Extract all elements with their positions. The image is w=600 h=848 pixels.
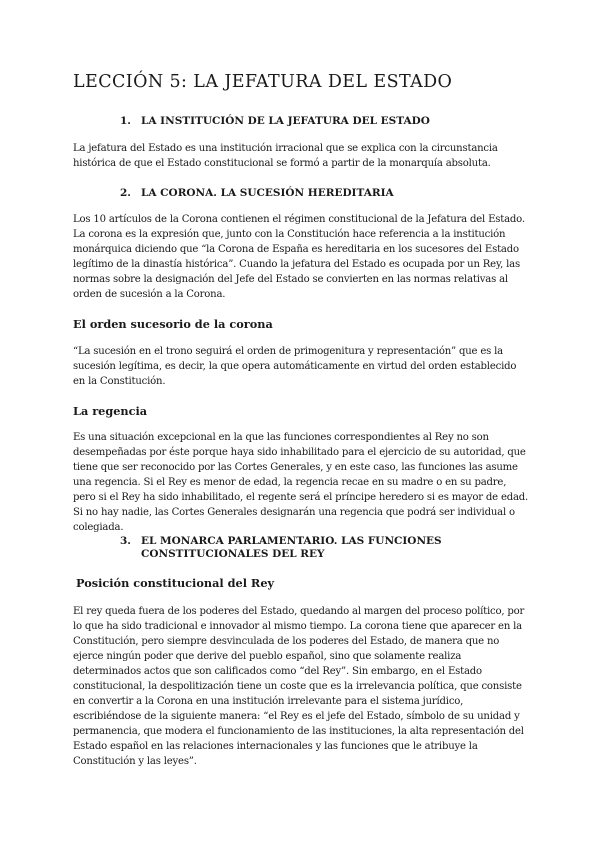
section-2-paragraph: Los 10 artículos de la Corona contienen el régimen constitucional de la Jefatura del Estado. La corona es la expresión que, junto con la Constitución hace referencia a la institución monárquica diciendo que “la Corona de España es hereditaria en los sucesores del Estado legítimo de la dinastía histórica”. Cuando la jefatura del Estado es ocupada por un Rey, las normas sobre la designación del Jefe del Estado se convierten en las normas relativas al orden de sucesión a la Corona. [73,214,525,301]
section-1-heading [120,115,430,127]
subsection-posicion-paragraph: El rey queda fuera de los poderes del Estado, quedando al margen del proceso político, por lo que ha sido tradicional e innovador al mismo tiempo. La corona tiene que aparecer en la Constitución, pero siempre desvinculada de los poderes del Estado, de manera que no ejerce ningún poder que derive del pueblo español, sino que solamente realiza determinados actos que son calificados como “del Rey”. Sin embargo, en el Estado constitucional, la despolitización tiene un coste que es la irrelevancia política, que consiste en convertir a la Corona en una institución irrelevante para el sistema jurídico, escribiéndose de la siguiente manera: “el Rey es el jefe del Estado, símbolo de su unidad y permanencia, que modera el funcionamiento de las instituciones, la alta representación del Estado español en las relaciones internacionales y las funciones que le atribuye la Constitución y las leyes”. [73,606,525,768]
subsection-regencia-heading: La regencia [73,404,148,418]
section-3-heading [120,535,460,561]
section-2-heading [120,187,394,199]
subsection-orden-sucesorio-paragraph: “La sucesión en el trono seguirá el orden de primogenitura y representación” que es la sucesión legítima, es decir, la que opera automáticamente en virtud del orden establecido en la Constitución. [73,346,517,388]
subsection-regencia-paragraph: Es una situación excepcional en la que las funciones correspondientes al Rey no son desempeñadas por éste porque haya sido inhabilitado para el ejercicio de su autoridad, que tiene que ser reconocido por las Cortes Generales, y en este caso, las funciones las asume una regencia. Si el Rey es menor de edad, la regencia recae en su madre o en su padre, pero si el Rey ha sido inhabilitado, el regente será el príncipe heredero si es mayor de edad. Si no hay nadie, las Cortes Generales designarán una regencia que podrá ser individual o colegiada. [73,432,529,534]
section-3-title: EL MONARCA PARLAMENTARIO. LAS FUNCIONES CONSTITUCIONALES DEL REY [141,535,442,560]
section-2-title: LA CORONA. LA SUCESIÓN HEREDITARIA [141,187,394,199]
document-title: LECCIÓN 5: LA JEFATURA DEL ESTADO [73,72,453,92]
section-2-number: 2. [120,187,131,199]
section-1-number: 1. [120,115,131,127]
subsection-posicion-heading: Posición constitucional del Rey [76,576,275,590]
subsection-orden-sucesorio-heading: El orden sucesorio de la corona [73,317,273,331]
section-1-title: LA INSTITUCIÓN DE LA JEFATURA DEL ESTADO [141,115,430,127]
section-1-paragraph: La jefatura del Estado es una institución irracional que se explica con la circunstancia histórica de que el Estado constitucional se formó a partir de la monarquía absoluta. [73,143,498,170]
section-3-number: 3. [120,535,131,547]
